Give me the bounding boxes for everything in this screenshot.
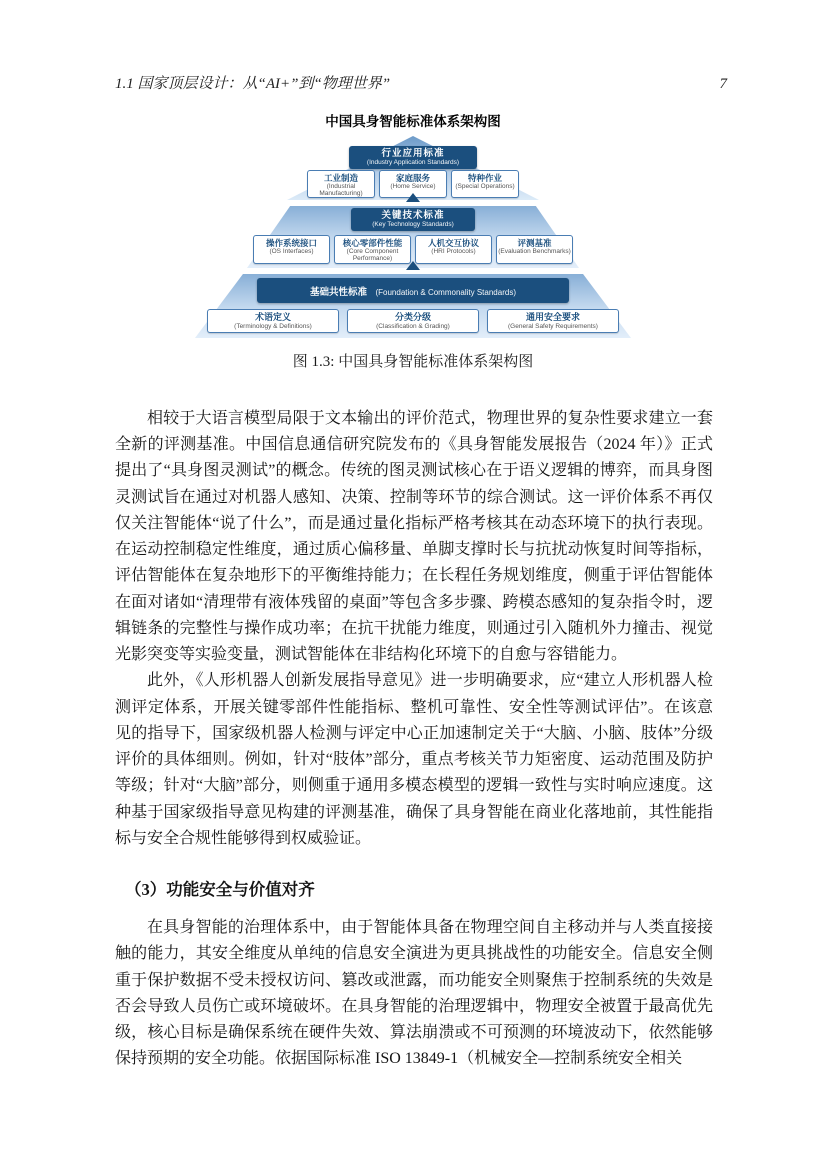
layer-label-en: (Foundation & Commonality Standards) <box>375 288 516 297</box>
box-label-en: (Industrial Manufacturing) <box>319 183 363 198</box>
box-label-zh: 操作系统接口 <box>265 238 317 248</box>
box-label-en: (Evaluation Benchmarks) <box>498 248 571 256</box>
box-label-zh: 人机交互协议 <box>427 238 479 248</box>
box-label-en: (Classification & Grading) <box>376 322 450 330</box>
subsection-heading: （3）功能安全与价值对齐 <box>125 879 315 899</box>
layer-label-en: (Key Technology Standards) <box>372 221 454 229</box>
box-label-zh: 通用安全要求 <box>525 312 580 322</box>
pyramid-box-core-component-performance <box>334 235 411 264</box>
body-text <box>115 406 713 1072</box>
layer-boxes <box>253 235 573 264</box>
figure-caption: 图 1.3: 中国具身智能标准体系架构图 <box>292 354 534 370</box>
up-arrow-icon <box>406 261 420 270</box>
page-number: 7 <box>719 76 727 92</box>
paragraph: 此外，《人形机器人创新发展指导意见》进一步明确要求，应“建立人形机器人检测评定体系，开展关键零部件性能指标、整机可靠性、安全性等测试评估”。在该意见的指导下，国家级机器人检测与评定中心正加速制定关于“大脑、小脑、肢体”分级评价的具体细则。例如，针对“肢体”部分，重点考核关节力矩密度、运动范围及防护等级；针对“大脑”部分，则侧重于通用多模态模型的逻辑一致性与实时响应速度。这种基于国家级指导意见构建的评测基准，确保了具身智能在商业化落地前，其性能指标与安全合规性能够得到权威验证。 <box>115 672 713 847</box>
layer-label-zh: 行业应用标准 <box>381 148 445 159</box>
pyramid-layer-foundation-commonality <box>195 274 631 338</box>
box-label-en: (Core Component Performance) <box>346 248 399 263</box>
pyramid-layer-industry-application <box>287 136 539 200</box>
layer-header-key-technology <box>351 208 475 231</box>
box-label-en: (Home Service) <box>390 183 436 191</box>
box-label-en: (General Safety Requirements) <box>508 322 598 330</box>
box-label-en: (HRI Protocols) <box>431 248 476 256</box>
diagram-title: 中国具身智能标准体系架构图 <box>325 114 501 129</box>
box-label-en: (Special Operations) <box>455 183 515 191</box>
running-header <box>115 72 727 93</box>
pyramid-box-general-safety-requirements <box>487 309 619 333</box>
pyramid-layer-key-technology <box>247 206 579 268</box>
box-label-zh: 特种作业 <box>467 173 502 183</box>
box-label-zh: 工业制造 <box>323 173 358 183</box>
box-label-zh: 评测基准 <box>517 238 552 248</box>
pyramid-box-industrial-manufacturing <box>307 170 375 198</box>
standards-pyramid-diagram <box>193 136 633 340</box>
layer-label-zh: 关键技术标准 <box>381 210 445 221</box>
pyramid-box-terminology-definitions <box>207 309 339 333</box>
figure-block <box>0 110 826 340</box>
layer-header-industry <box>349 146 477 169</box>
layer-boxes <box>207 309 619 333</box>
paragraph: 在具身智能的治理体系中，由于智能体具备在物理空间自主移动并与人类直接接触的能力，其安全维度从单纯的信息安全演进为更具挑战性的功能安全。信息安全侧重于保护数据不受未授权访问、篡改或泄露，而功能安全则聚焦于控制系统的失效是否会导致人员伤亡或环境破坏。在具身智能的治理逻辑中，物理安全被置于最高优先级，核心目标是确保系统在硬件失效、算法崩溃或不可预测的环境波动下，依然能够保持预期的安全功能。依据国际标准 ISO 13849-1（机械安全—控制系统安全相关 <box>115 919 713 1068</box>
box-label-zh: 家庭服务 <box>395 173 430 183</box>
paragraph: 相较于大语言模型局限于文本输出的评价范式，物理世界的复杂性要求建立一套全新的评测基准。中国信息通信研究院发布的《具身智能发展报告（2024 年）》正式提出了“具身图灵测试”的概念。传统的图灵测试核心在于语义逻辑的博弈，而具身图灵测试旨在通过对机器人感知、决策、控制等环节的综合测试。这一评价体系不再仅仅关注智能体“说了什么”，而是通过量化指标严格考核其在动态环境下的执行表现。在运动控制稳定性维度，通过质心偏移量、单脚支撑时长与抗扰动恢复时间等指标，评估智能体在复杂地形下的平衡维持能力；在长程任务规划维度，侧重于评估智能体在面对诸如“清理带有液体残留的桌面”等包含多步骤、跨模态感知的复杂指令时，逻辑链条的完整性与操作成功率；在抗干扰能力维度，则通过引入随机外力撞击、视觉光影突变等实验变量，测试智能体在非结构化环境下的自愈与容错能力。 <box>115 410 713 664</box>
pyramid-box-classification-grading <box>347 309 479 333</box>
box-label-zh: 分类分级 <box>394 312 431 322</box>
box-label-zh: 核心零部件性能 <box>342 238 403 248</box>
layer-label-en: (Industry Application Standards) <box>366 159 460 167</box>
pyramid-box-hri-protocols <box>415 235 492 264</box>
box-label-en: (OS Interfaces) <box>269 248 314 256</box>
up-arrow-icon <box>406 193 420 202</box>
section-reference: 1.1 国家顶层设计：从“AI+”到“物理世界” <box>115 76 391 92</box>
layer-header-foundation <box>257 278 569 303</box>
pyramid-box-special-operations <box>451 170 519 198</box>
layer-label-zh: 基础共性标准 <box>310 287 368 298</box>
pyramid-box-os-interfaces <box>253 235 330 264</box>
box-label-zh: 术语定义 <box>254 312 291 322</box>
pyramid-box-evaluation-benchmarks <box>496 235 573 264</box>
box-label-en: (Terminology & Definitions) <box>234 322 312 330</box>
